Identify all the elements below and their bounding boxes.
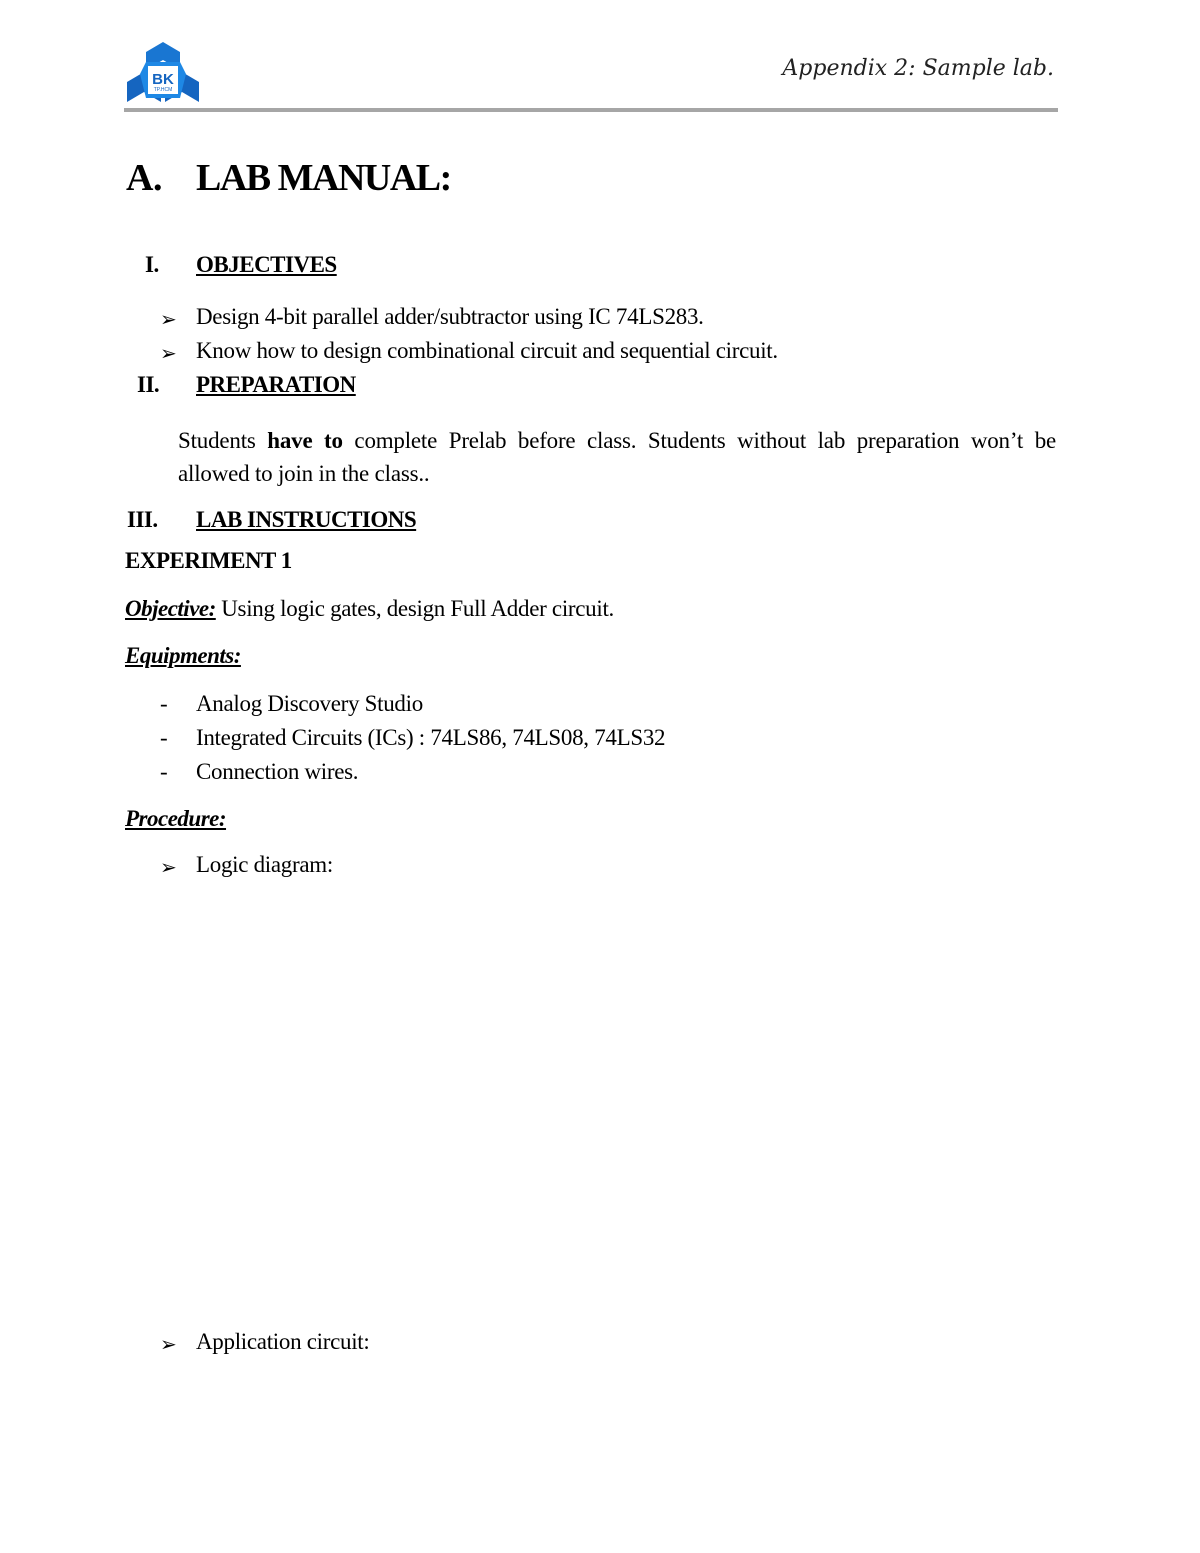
preparation-paragraph: [178, 424, 1056, 490]
instructions-title: LAB INSTRUCTIONS: [196, 507, 417, 532]
instructions-number: III.: [127, 507, 158, 532]
list-dash: -: [160, 691, 168, 716]
equipment-item: Integrated Circuits (ICs) : 74LS86, 74LS08, 74LS32: [196, 725, 666, 750]
procedure-item: Logic diagram:: [196, 852, 333, 877]
preparation-text: complete Prelab before class. Students without lab preparation won’t be allowed to join in the class..: [178, 428, 1057, 486]
preparation-title: PREPARATION: [196, 372, 356, 397]
university-logo: [124, 40, 202, 112]
section-a-number: A.: [126, 157, 162, 199]
objective-text: Using logic gates, design Full Adder circuit.: [215, 596, 615, 621]
objective-line: [125, 596, 614, 622]
bullet-arrow-icon: ➢: [160, 855, 177, 879]
experiment-heading: EXPERIMENT 1: [125, 548, 292, 573]
objective-item: Design 4-bit parallel adder/subtractor using IC 74LS283.: [196, 304, 704, 329]
list-dash: -: [160, 725, 168, 750]
equipments-label: Equipments:: [125, 643, 241, 668]
section-a-title: LAB MANUAL:: [196, 157, 451, 199]
equipment-item: Analog Discovery Studio: [196, 691, 423, 716]
logo-icon: [124, 40, 202, 112]
list-dash: -: [160, 759, 168, 784]
bullet-arrow-icon: ➢: [160, 1332, 177, 1356]
header-divider: [124, 108, 1058, 112]
bullet-arrow-icon: ➢: [160, 341, 177, 365]
preparation-number: II.: [137, 372, 160, 397]
objective-label: Objective:: [125, 596, 216, 621]
procedure-item: Application circuit:: [196, 1329, 370, 1354]
header-title: Appendix 2: Sample lab.: [782, 56, 1054, 81]
objective-item: Know how to design combinational circuit and sequential circuit.: [196, 338, 778, 363]
preparation-emphasis: have to: [267, 428, 343, 453]
bullet-arrow-icon: ➢: [160, 307, 177, 331]
procedure-label: Procedure:: [125, 806, 227, 831]
equipment-item: Connection wires.: [196, 759, 359, 784]
svg-text:BK: BK: [152, 71, 174, 88]
objectives-title: OBJECTIVES: [196, 252, 337, 277]
svg-text:TP.HCM: TP.HCM: [153, 87, 173, 93]
preparation-text: Students: [178, 428, 268, 453]
objectives-number: I.: [145, 252, 159, 277]
